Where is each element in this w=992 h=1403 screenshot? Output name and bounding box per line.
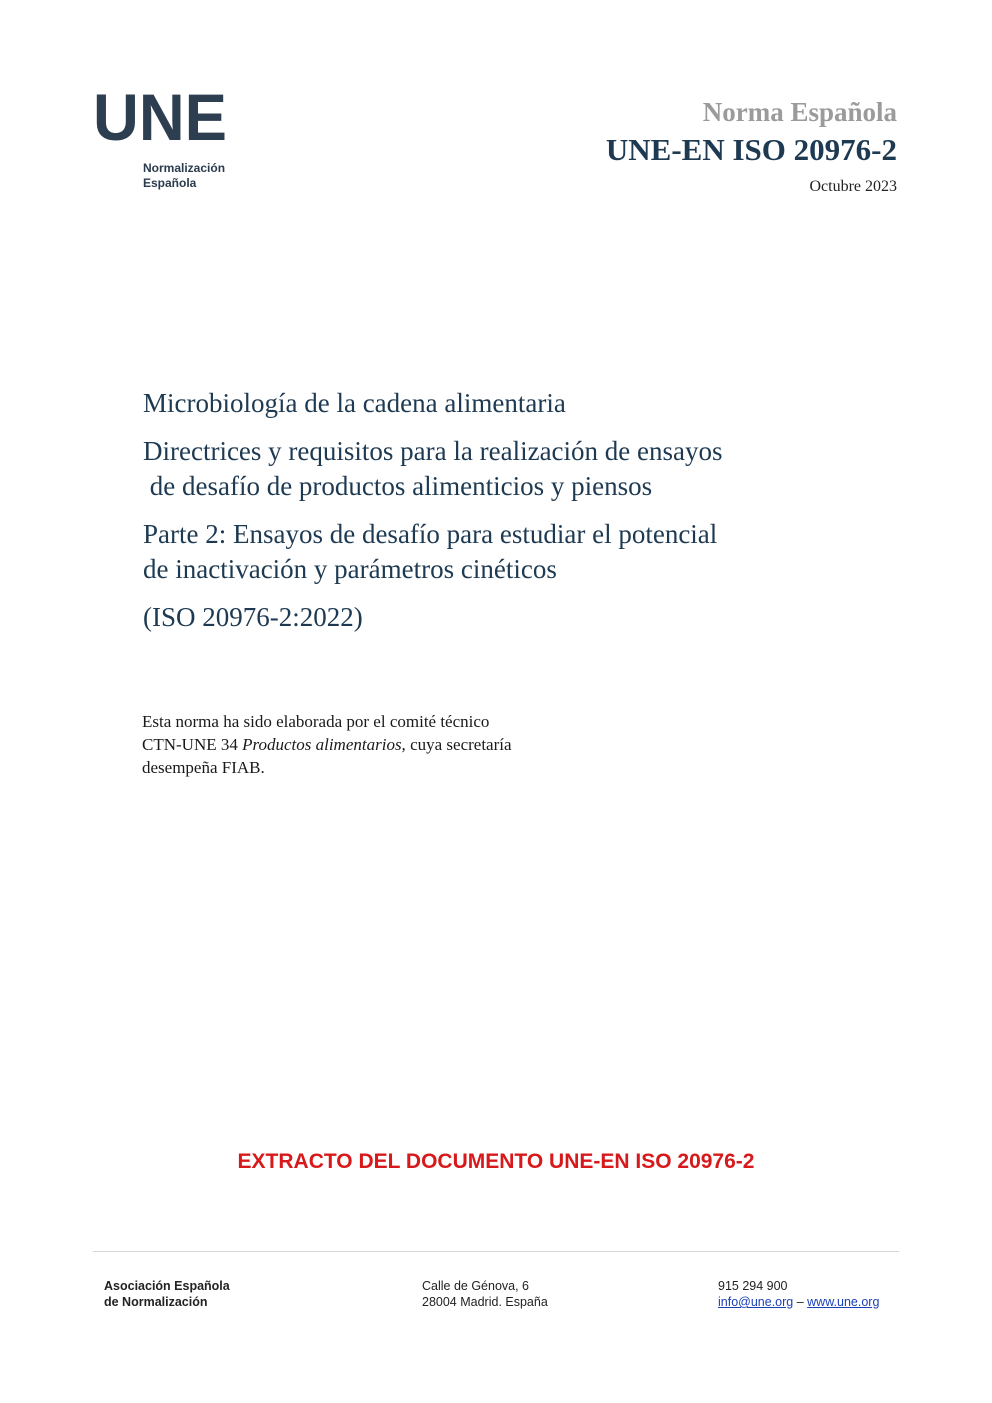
footer-phone: 915 294 900: [718, 1279, 788, 1293]
footer-links: [718, 1294, 879, 1310]
publication-date: Octubre 2023: [809, 178, 897, 195]
committee-line2: [142, 733, 642, 756]
footer-divider: [93, 1251, 899, 1252]
title-subpart: [143, 517, 863, 587]
standard-code: UNE-EN ISO 20976-2: [605, 132, 897, 167]
committee-statement: [142, 710, 642, 779]
une-logo-mark: [93, 88, 228, 148]
email-link[interactable]: info@une.org: [718, 1295, 794, 1309]
footer-address: [422, 1278, 548, 1310]
title-part-line1: Directrices y requisitos para la realización de ensayos: [143, 436, 723, 466]
title-subpart-line1: Parte 2: Ensayos de desafío para estudiar el potencial: [143, 519, 718, 549]
title-main: Microbiología de la cadena alimentaria: [143, 388, 566, 418]
logo-wordmark: UNE: [93, 88, 227, 148]
une-logo: [93, 88, 243, 190]
links-separator: –: [793, 1295, 808, 1309]
title-part: [143, 434, 863, 504]
committee-code: CTN-UNE 34: [142, 735, 243, 754]
footer-org-line2: de Normalización: [104, 1295, 208, 1309]
committee-name: Productos alimentarios,: [242, 735, 406, 754]
logo-subtitle-line2: Española: [143, 176, 197, 190]
logo-subtitle-line1: Normalización: [143, 161, 226, 175]
footer-org-line1: Asociación Española: [104, 1279, 230, 1293]
iso-reference: (ISO 20976-2:2022): [143, 602, 363, 632]
footer-address-line2: 28004 Madrid. España: [422, 1295, 548, 1309]
committee-line2-tail: cuya secretaría: [405, 735, 512, 754]
title-part-line2: de desafío de productos alimenticios y piensos: [143, 471, 653, 501]
footer-organization: [104, 1278, 230, 1310]
committee-line3: desempeña FIAB.: [142, 758, 265, 777]
document-titles: [143, 386, 863, 648]
footer-address-line1: Calle de Génova, 6: [422, 1279, 530, 1293]
extract-notice: EXTRACTO DEL DOCUMENTO UNE-EN ISO 20976-2: [237, 1150, 755, 1173]
committee-line1: Esta norma ha sido elaborada por el comité técnico: [142, 712, 490, 731]
standard-header: [606, 96, 897, 196]
website-link[interactable]: www.une.org: [807, 1295, 880, 1309]
footer-contact: [718, 1278, 879, 1310]
standard-kicker: Norma Española: [702, 97, 897, 127]
title-subpart-line2: de inactivación y parámetros cinéticos: [143, 554, 557, 584]
logo-subtitle: [143, 161, 225, 191]
